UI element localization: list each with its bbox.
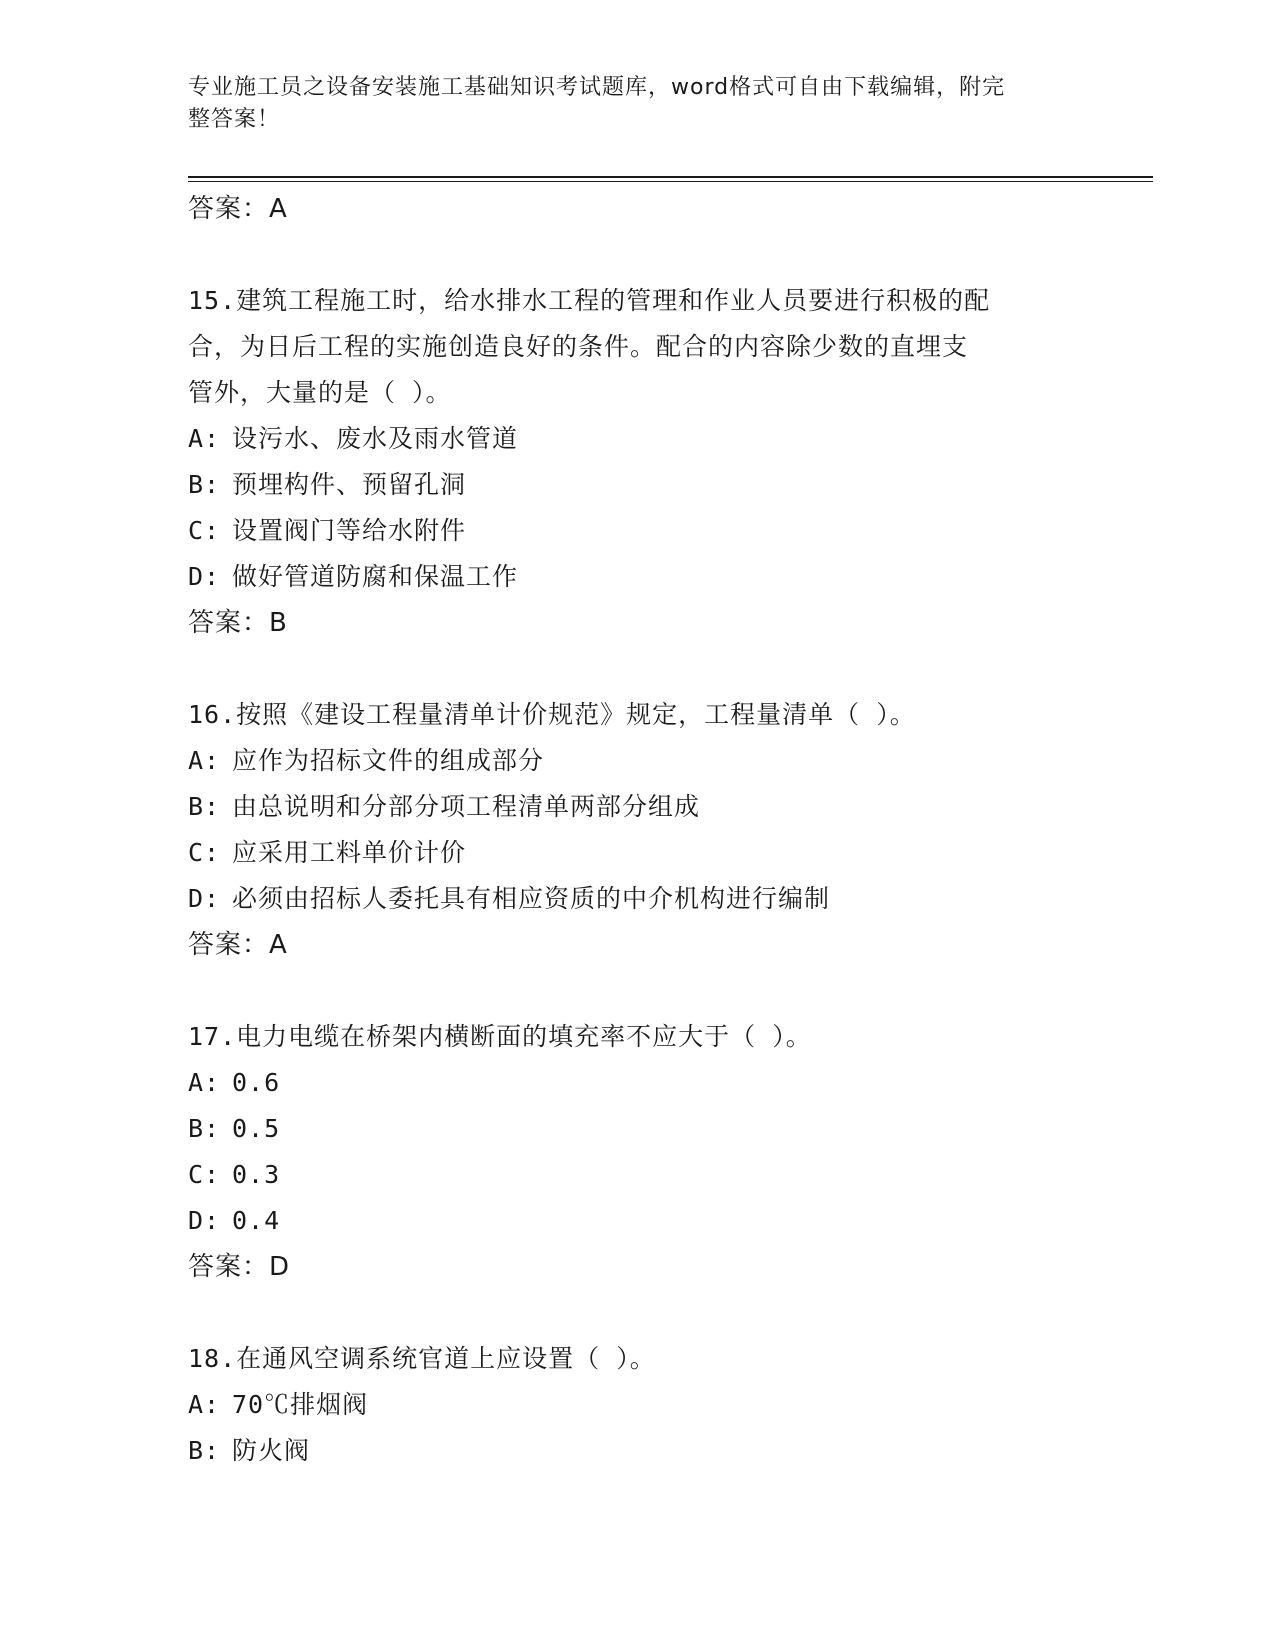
question-stem-line: 16.按照《建设工程量清单计价规范》规定，工程量清单（ ）。 bbox=[188, 700, 916, 729]
option-label: A: bbox=[188, 1390, 221, 1419]
option-text: 0.5 bbox=[232, 1114, 281, 1143]
question-gap bbox=[188, 1290, 1088, 1336]
question-list bbox=[188, 186, 1088, 1474]
option-text: 设污水、废水及雨水管道 bbox=[232, 424, 519, 453]
question-block bbox=[188, 1014, 1088, 1290]
option-text: 0.6 bbox=[232, 1068, 281, 1097]
answer-line: 答案：A bbox=[188, 194, 288, 224]
option-label: C: bbox=[188, 838, 221, 867]
header-line-1: 专业施工员之设备安装施工基础知识考试题库，word格式可自由下载编辑，附完 bbox=[188, 75, 1006, 100]
question-gap bbox=[188, 646, 1088, 692]
question-gap bbox=[188, 232, 1088, 278]
option-text: 由总说明和分部分项工程清单两部分组成 bbox=[232, 792, 701, 821]
option-label: B: bbox=[188, 792, 221, 821]
option-label: B: bbox=[188, 1436, 221, 1465]
option-row bbox=[188, 830, 1088, 876]
option-text: 做好管道防腐和保温工作 bbox=[232, 562, 519, 591]
option-row bbox=[188, 1428, 1088, 1474]
option-text: 0.3 bbox=[232, 1160, 281, 1189]
option-row bbox=[188, 554, 1088, 600]
option-label: C: bbox=[188, 1160, 221, 1189]
option-text: 应作为招标文件的组成部分 bbox=[232, 746, 545, 775]
question-stem-line: 管外，大量的是（ ）。 bbox=[188, 378, 452, 407]
page-header bbox=[188, 72, 1078, 136]
option-label: A: bbox=[188, 1068, 221, 1097]
question-block bbox=[188, 692, 1088, 968]
question-stem-line: 合，为日后工程的实施创造良好的条件。配合的内容除少数的直埋支 bbox=[188, 332, 969, 361]
option-label: D: bbox=[188, 1206, 221, 1235]
question-gap bbox=[188, 968, 1088, 1014]
option-text: 防火阀 bbox=[232, 1436, 311, 1465]
option-row bbox=[188, 462, 1088, 508]
option-text: 预埋构件、预留孔洞 bbox=[232, 470, 467, 499]
answer-line: 答案：B bbox=[188, 608, 288, 638]
header-line-2: 整答案！ bbox=[188, 107, 281, 132]
option-text: 设置阀门等给水附件 bbox=[232, 516, 467, 545]
question-block bbox=[188, 1336, 1088, 1474]
option-row bbox=[188, 1198, 1088, 1244]
answer-line: 答案：A bbox=[188, 930, 288, 960]
option-row bbox=[188, 1106, 1088, 1152]
option-text: 必须由招标人委托具有相应资质的中介机构进行编制 bbox=[232, 884, 831, 913]
option-text: 70℃排烟阀 bbox=[232, 1390, 369, 1419]
option-row bbox=[188, 508, 1088, 554]
answer-line: 答案：D bbox=[188, 1252, 291, 1282]
option-label: D: bbox=[188, 562, 221, 591]
question-stem-line: 18.在通风空调系统官道上应设置（ ）。 bbox=[188, 1344, 656, 1373]
option-row bbox=[188, 1060, 1088, 1106]
question-block bbox=[188, 278, 1088, 646]
option-text: 应采用工料单价计价 bbox=[232, 838, 467, 867]
option-row bbox=[188, 876, 1088, 922]
header-divider-thick bbox=[188, 176, 1153, 178]
option-label: A: bbox=[188, 746, 221, 775]
option-row bbox=[188, 1152, 1088, 1198]
question-stem-line: 17.电力电缆在桥架内横断面的填充率不应大于（ ）。 bbox=[188, 1022, 812, 1051]
option-label: D: bbox=[188, 884, 221, 913]
option-label: A: bbox=[188, 424, 221, 453]
option-row bbox=[188, 1382, 1088, 1428]
option-row bbox=[188, 784, 1088, 830]
option-row bbox=[188, 738, 1088, 784]
option-label: C: bbox=[188, 516, 221, 545]
question-stem-line: 15.建筑工程施工时，给水排水工程的管理和作业人员要进行积极的配 bbox=[188, 286, 991, 315]
option-row bbox=[188, 416, 1088, 462]
option-label: B: bbox=[188, 1114, 221, 1143]
option-text: 0.4 bbox=[232, 1206, 281, 1235]
option-label: B: bbox=[188, 470, 221, 499]
header-divider-thin bbox=[188, 181, 1153, 182]
